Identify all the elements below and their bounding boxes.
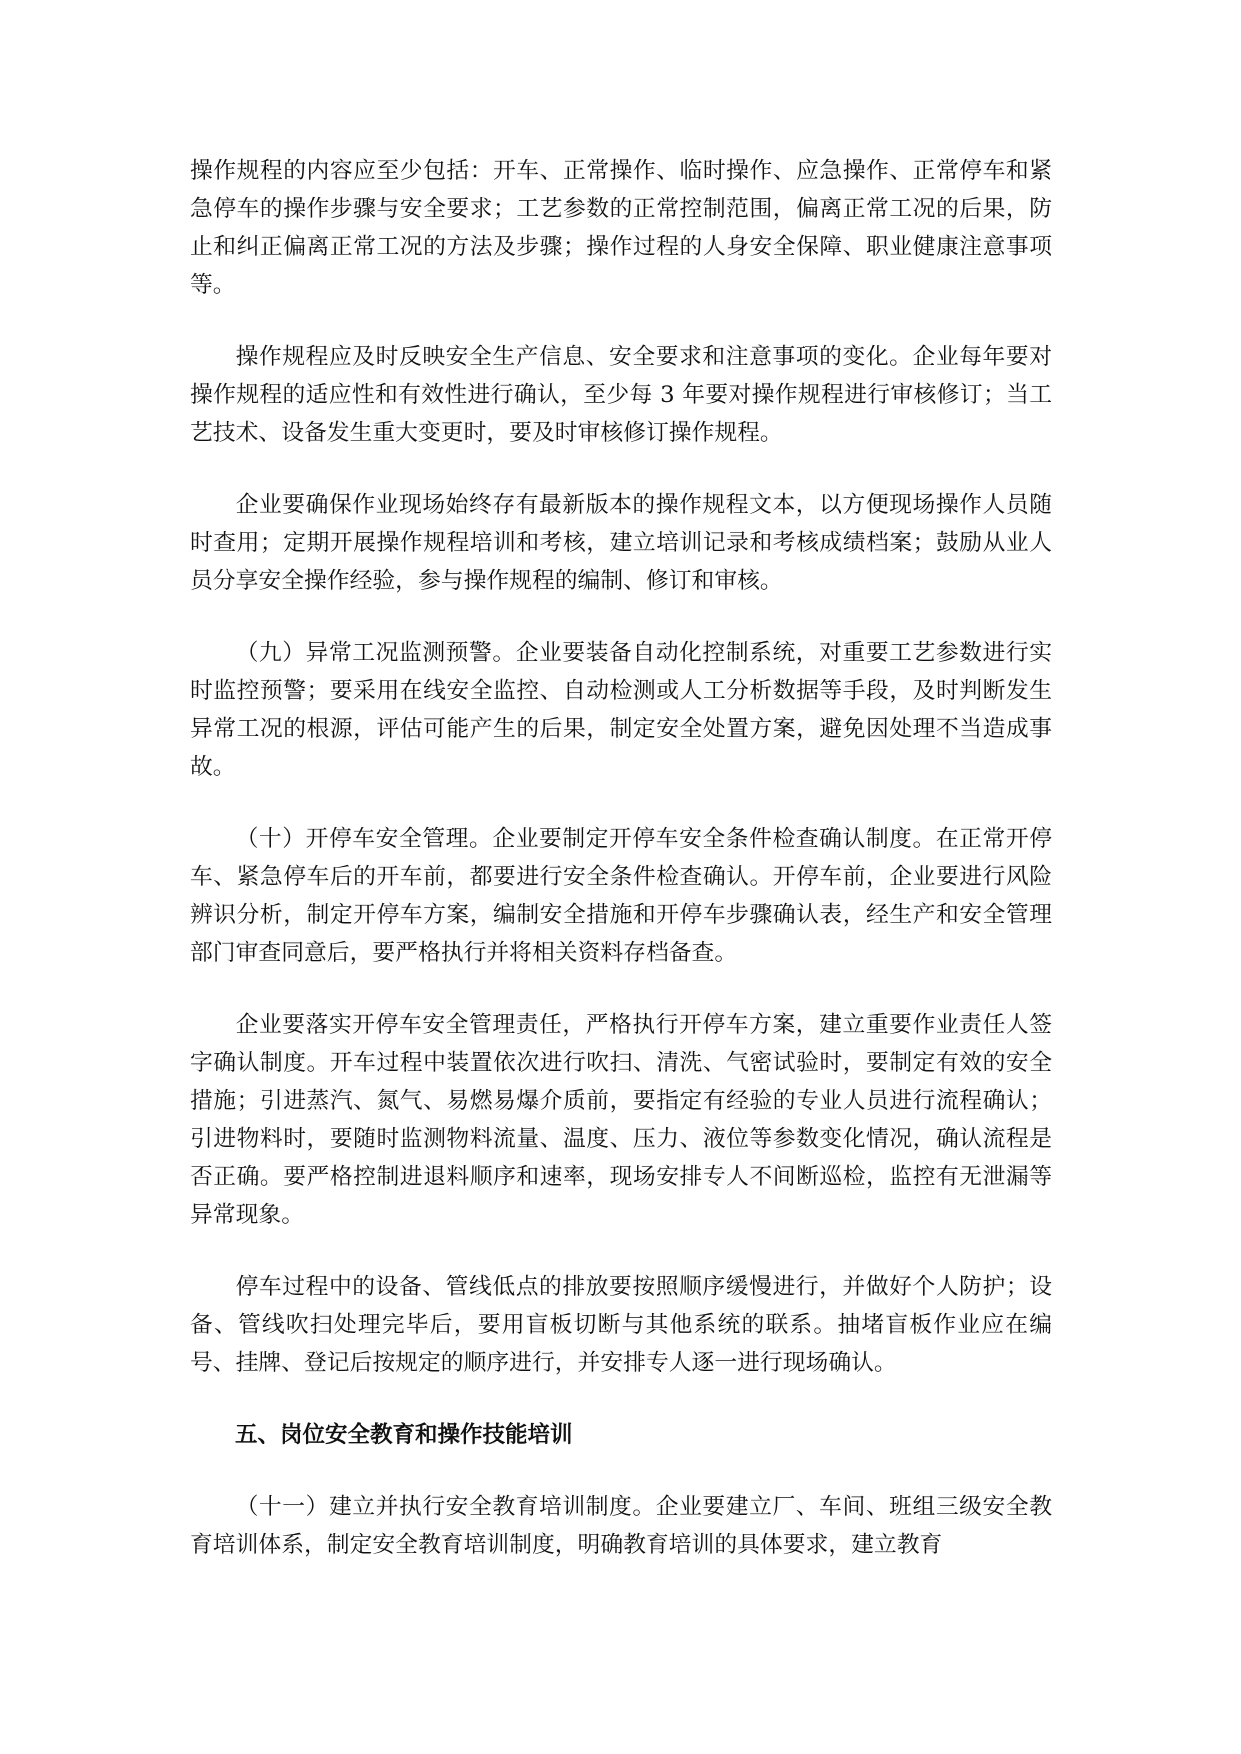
paragraph-shutdown-process: 停车过程中的设备、管线低点的排放要按照顺序缓慢进行，并做好个人防护；设备、管线吹扫处理完毕后，要用盲板切断与其他系统的联系。抽堵盲板作业应在编号、挂牌、登记后按规定的顺序进行，并安排专人逐一进行现场确认。 xyxy=(190,1274,1052,1376)
paragraph-procedure-review: 操作规程应及时反映安全生产信息、安全要求和注意事项的变化。企业每年要对操作规程的适应性和有效性进行确认，至少每 3 年要对操作规程进行审核修订；当工艺技术、设备发生重大变更时，要及时审核修订操作规程。 xyxy=(190,344,1052,446)
paragraph-abnormal-monitoring: （九）异常工况监测预警。企业要装备自动化控制系统，对重要工艺参数进行实时监控预警；要采用在线安全监控、自动检测或人工分析数据等手段，及时判断发生异常工况的根源，评估可能产生的后果，制定安全处置方案，避免因处理不当造成事故。 xyxy=(190,640,1052,780)
paragraph-training-system: （十一）建立并执行安全教育培训制度。企业要建立厂、车间、班组三级安全教育培训体系，制定安全教育培训制度，明确教育培训的具体要求，建立教育 xyxy=(190,1494,1052,1558)
paragraph-operating-procedure-content: 操作规程的内容应至少包括：开车、正常操作、临时操作、应急操作、正常停车和紧急停车的操作步骤与安全要求；工艺参数的正常控制范围，偏离正常工况的后果，防止和纠正偏离正常工况的方法及步骤；操作过程的人身安全保障、职业健康注意事项等。 xyxy=(190,158,1052,298)
paragraph-startup-responsibility: 企业要落实开停车安全管理责任，严格执行开停车方案，建立重要作业责任人签字确认制度。开车过程中装置依次进行吹扫、清洗、气密试验时，要制定有效的安全措施；引进蒸汽、氮气、易燃易爆介质前，要指定有经验的专业人员进行流程确认；引进物料时，要随时监测物料流量、温度、压力、液位等参数变化情况，确认流程是否正确。要严格控制进退料顺序和速率，现场安排专人不间断巡检，监控有无泄漏等异常现象。 xyxy=(190,1012,1052,1228)
document-page xyxy=(190,152,1052,1598)
paragraph-procedure-availability: 企业要确保作业现场始终存有最新版本的操作规程文本，以方便现场操作人员随时查用；定期开展操作规程培训和考核，建立培训记录和考核成绩档案；鼓励从业人员分享安全操作经验，参与操作规程的编制、修订和审核。 xyxy=(190,492,1052,594)
section-heading: 五、岗位安全教育和操作技能培训 xyxy=(235,1422,573,1448)
paragraph-startup-shutdown: （十）开停车安全管理。企业要制定开停车安全条件检查确认制度。在正常开停车、紧急停车后的开车前，都要进行安全条件检查确认。开停车前，企业要进行风险辨识分析，制定开停车方案，编制安全措施和开停车步骤确认表，经生产和安全管理部门审查同意后，要严格执行并将相关资料存档备查。 xyxy=(190,826,1052,966)
